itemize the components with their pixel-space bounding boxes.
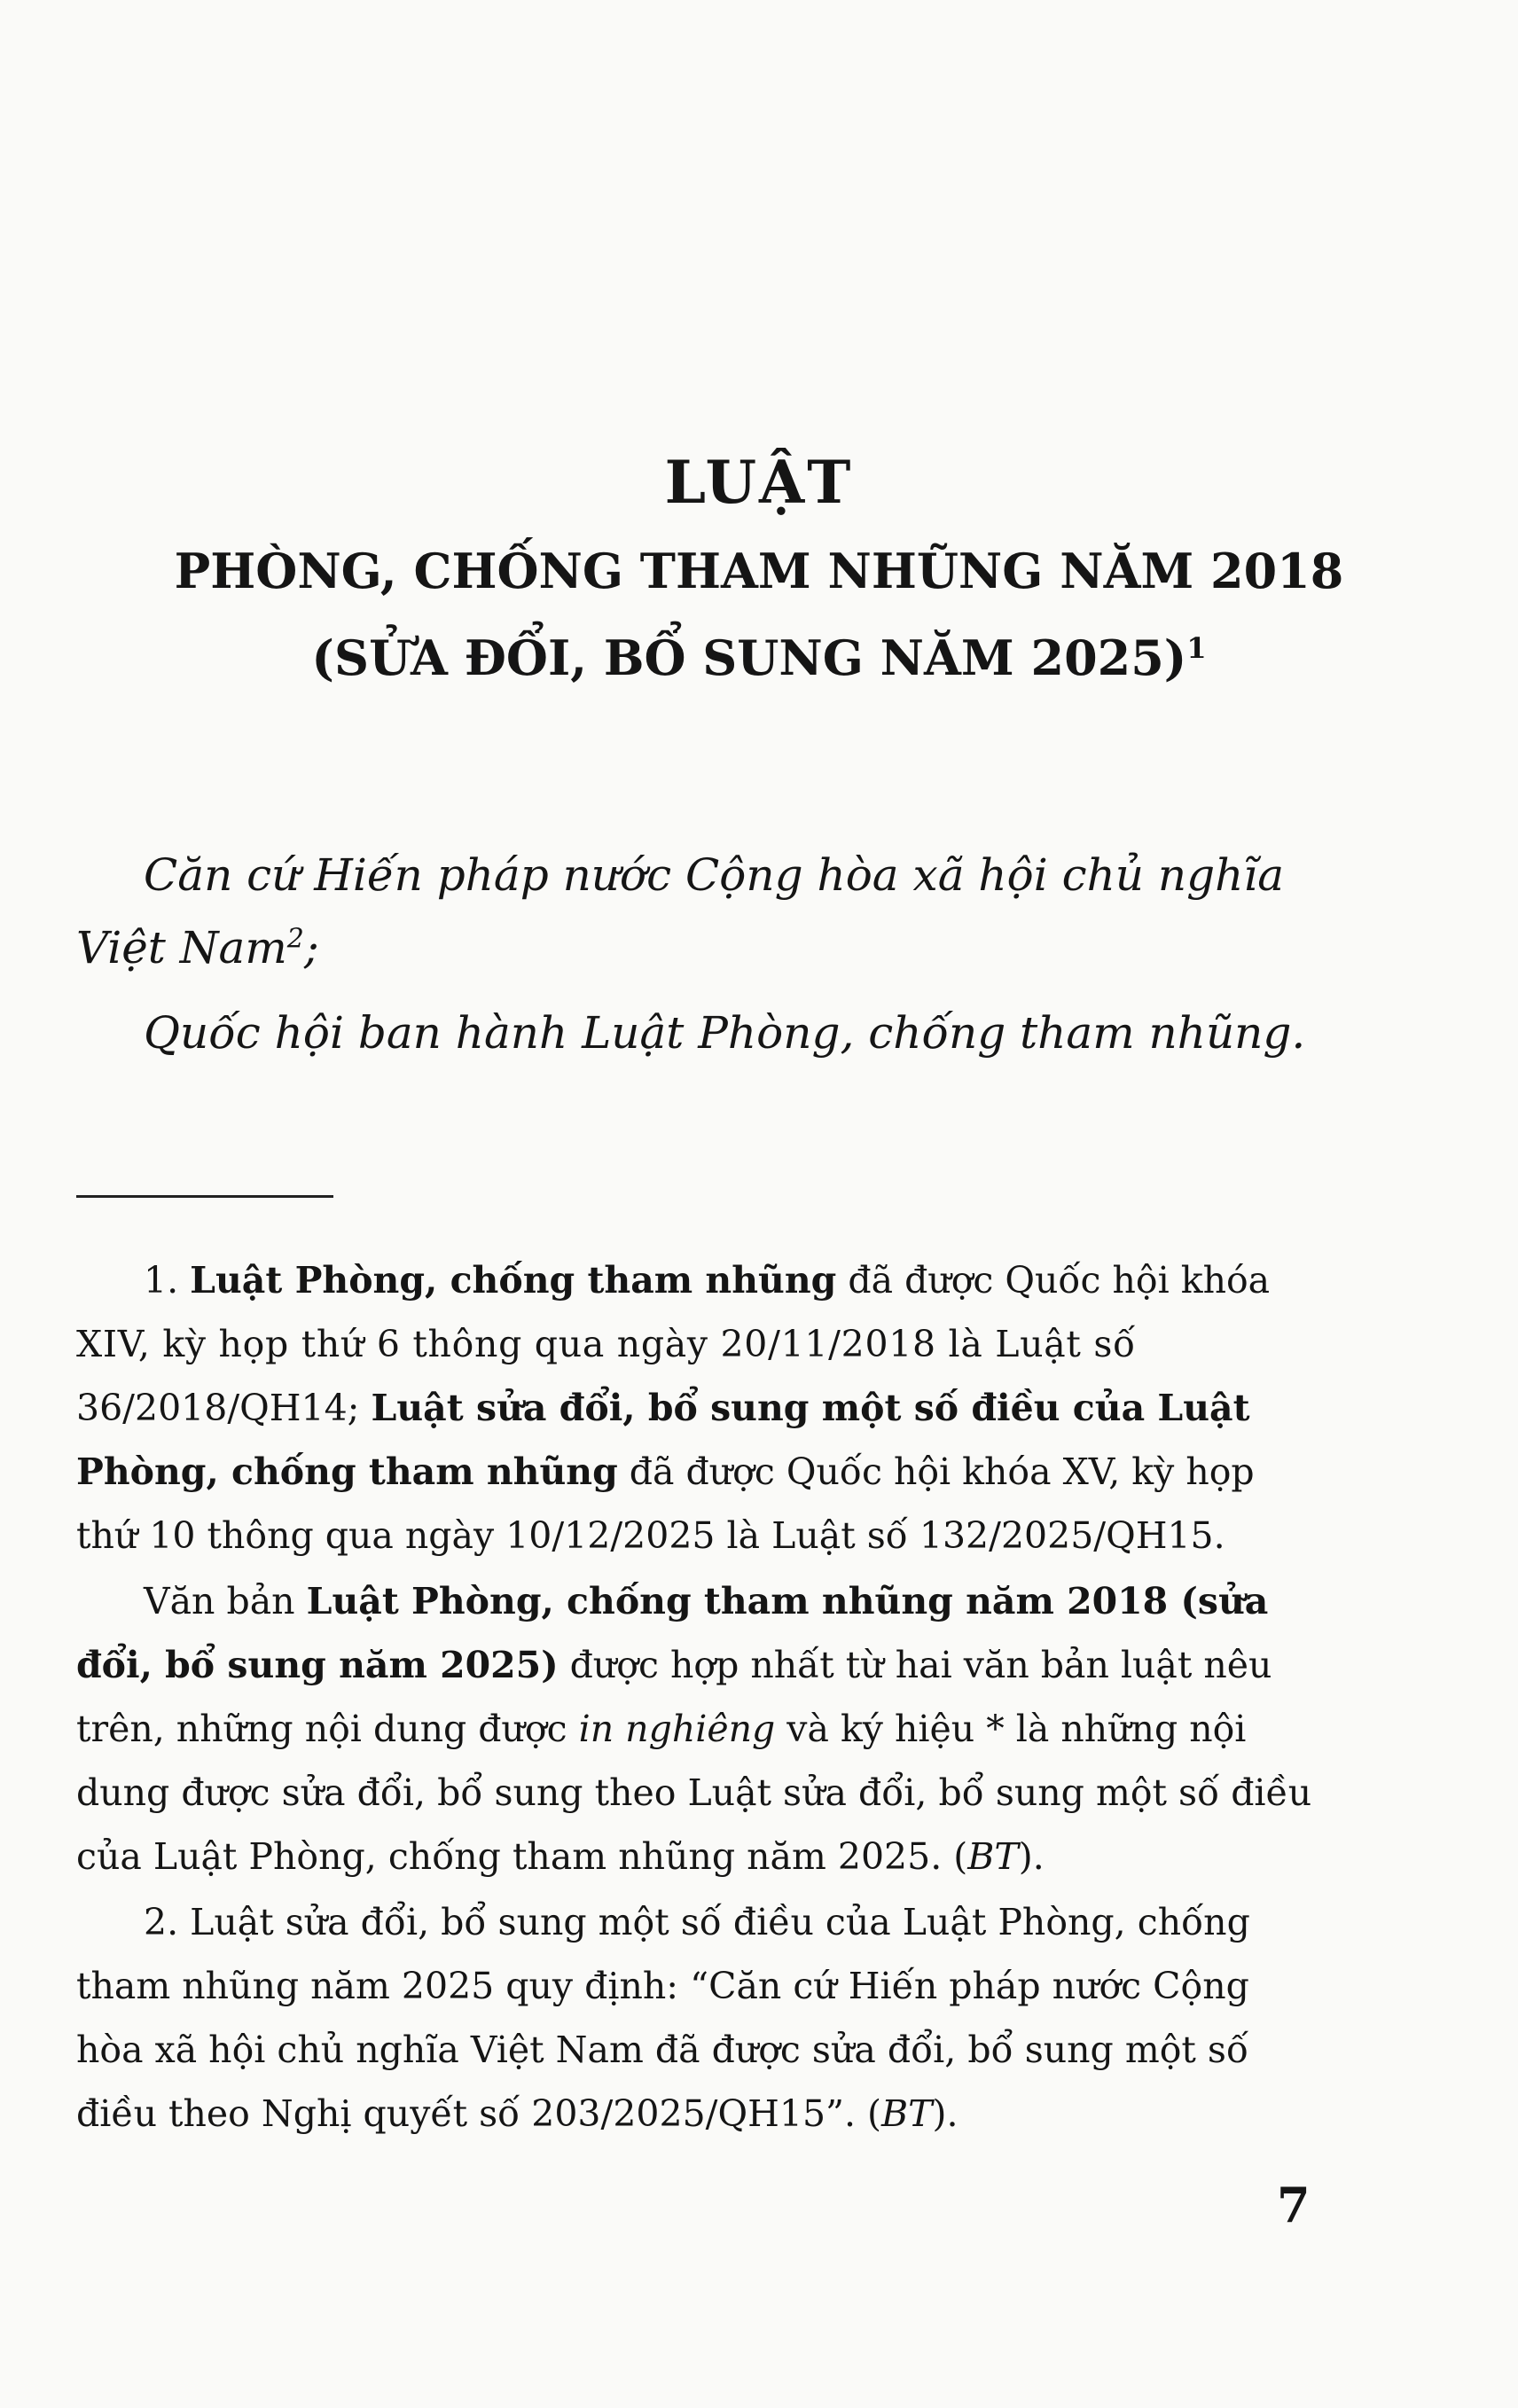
footnote-2-line-2: tham nhũng năm 2025 quy định: “Căn cứ Hiến pháp nước Cộng bbox=[76, 1965, 1249, 2007]
footnote-2-text-2: ). bbox=[932, 2092, 959, 2135]
preamble-country: Việt Nam bbox=[76, 922, 287, 973]
footnote-1b-line-3 bbox=[76, 1708, 1341, 1750]
footnote-divider bbox=[76, 1195, 333, 1198]
law-title: LUẬT bbox=[664, 448, 854, 517]
footnote-2-line-4 bbox=[76, 2092, 1341, 2135]
footnote-1-line-4 bbox=[76, 1450, 1341, 1493]
footnote-1-bold-text-3: Phòng, chống tham nhũng bbox=[76, 1450, 618, 1493]
footnote-1-text-2: đã được Quốc hội khóa XV, kỳ họp bbox=[617, 1450, 1255, 1493]
footnote-1b-line-5 bbox=[76, 1835, 1341, 1878]
preamble-line-1: Căn cứ Hiến pháp nước Cộng hòa xã hội chủ nghĩa bbox=[144, 849, 1285, 901]
law-amendment-note bbox=[0, 629, 1518, 686]
footnote-1-law-number: 36/2018/QH14; bbox=[76, 1387, 372, 1429]
footnote-1b-text-5: của Luật Phòng, chống tham nhũng năm 2025. ( bbox=[76, 1835, 968, 1878]
footnote-1-number: 1. bbox=[144, 1259, 191, 1302]
footnote-1b-text-6: ). bbox=[1018, 1835, 1045, 1878]
footnote-1b-line-2 bbox=[76, 1644, 1341, 1686]
footnote-1b-text-2: được hợp nhất từ hai văn bản luật nêu bbox=[558, 1644, 1272, 1686]
law-subtitle: PHÒNG, CHỐNG THAM NHŨNG NĂM 2018 bbox=[174, 543, 1344, 599]
footnote-1b-text-3: trên, những nội dung được bbox=[76, 1708, 579, 1750]
footnote-2-line-3: hòa xã hội chủ nghĩa Việt Nam đã được sửa đổi, bổ sung một số bbox=[76, 2029, 1249, 2071]
footnote-1b-bold-text-2: đổi, bổ sung năm 2025) bbox=[76, 1644, 559, 1686]
footnote-1b-text-4: và ký hiệu * là những nội bbox=[775, 1708, 1247, 1750]
footnote-1-line-5: thứ 10 thông qua ngày 10/12/2025 là Luật số 132/2025/QH15. bbox=[76, 1514, 1225, 1557]
footnote-2-text: điều theo Nghị quyết số 203/2025/QH15”. ( bbox=[76, 2092, 882, 2135]
law-amendment-text: (SỬA ĐỔI, BỔ SUNG NĂM 2025) bbox=[311, 629, 1187, 686]
footnote-1-line-1 bbox=[76, 1259, 1408, 1302]
footnote-1-line-3 bbox=[76, 1387, 1341, 1429]
footnote-1-bold-text: Luật Phòng, chống tham nhũng bbox=[190, 1259, 837, 1302]
footnote-1b-text: Văn bản bbox=[144, 1580, 307, 1622]
footnote-1b-line-4: dung được sửa đổi, bổ sung theo Luật sửa đổi, bổ sung một số điều bbox=[76, 1771, 1312, 1814]
footnote-2-line-1: 2. Luật sửa đổi, bổ sung một số điều của Luật Phòng, chống bbox=[144, 1901, 1250, 1943]
preamble-semicolon: ; bbox=[303, 922, 319, 973]
footnote-1-bold-text-2: Luật sửa đổi, bổ sung một số điều của Luật bbox=[371, 1387, 1250, 1429]
footnote-2-italic-bt: BT bbox=[881, 2092, 933, 2135]
preamble-line-3: Quốc hội ban hành Luật Phòng, chống tham nhũng. bbox=[144, 1007, 1306, 1059]
footnote-mark-2: 2 bbox=[286, 923, 304, 955]
footnote-1b-italic-bt: BT bbox=[967, 1835, 1019, 1878]
page-number: 7 bbox=[1277, 2177, 1311, 2233]
footnote-1b-line-1 bbox=[76, 1580, 1408, 1622]
footnote-1b-italic-text: in nghiêng bbox=[578, 1708, 776, 1750]
preamble-line-2 bbox=[76, 922, 1318, 973]
footnote-1-line-2: XIV, kỳ họp thứ 6 thông qua ngày 20/11/2018 là Luật số bbox=[76, 1323, 1136, 1365]
footnote-1b-bold-text: Luật Phòng, chống tham nhũng năm 2018 (sửa bbox=[306, 1580, 1269, 1622]
footnote-mark-1: 1 bbox=[1186, 631, 1207, 665]
footnote-1-text: đã được Quốc hội khóa bbox=[836, 1259, 1271, 1302]
